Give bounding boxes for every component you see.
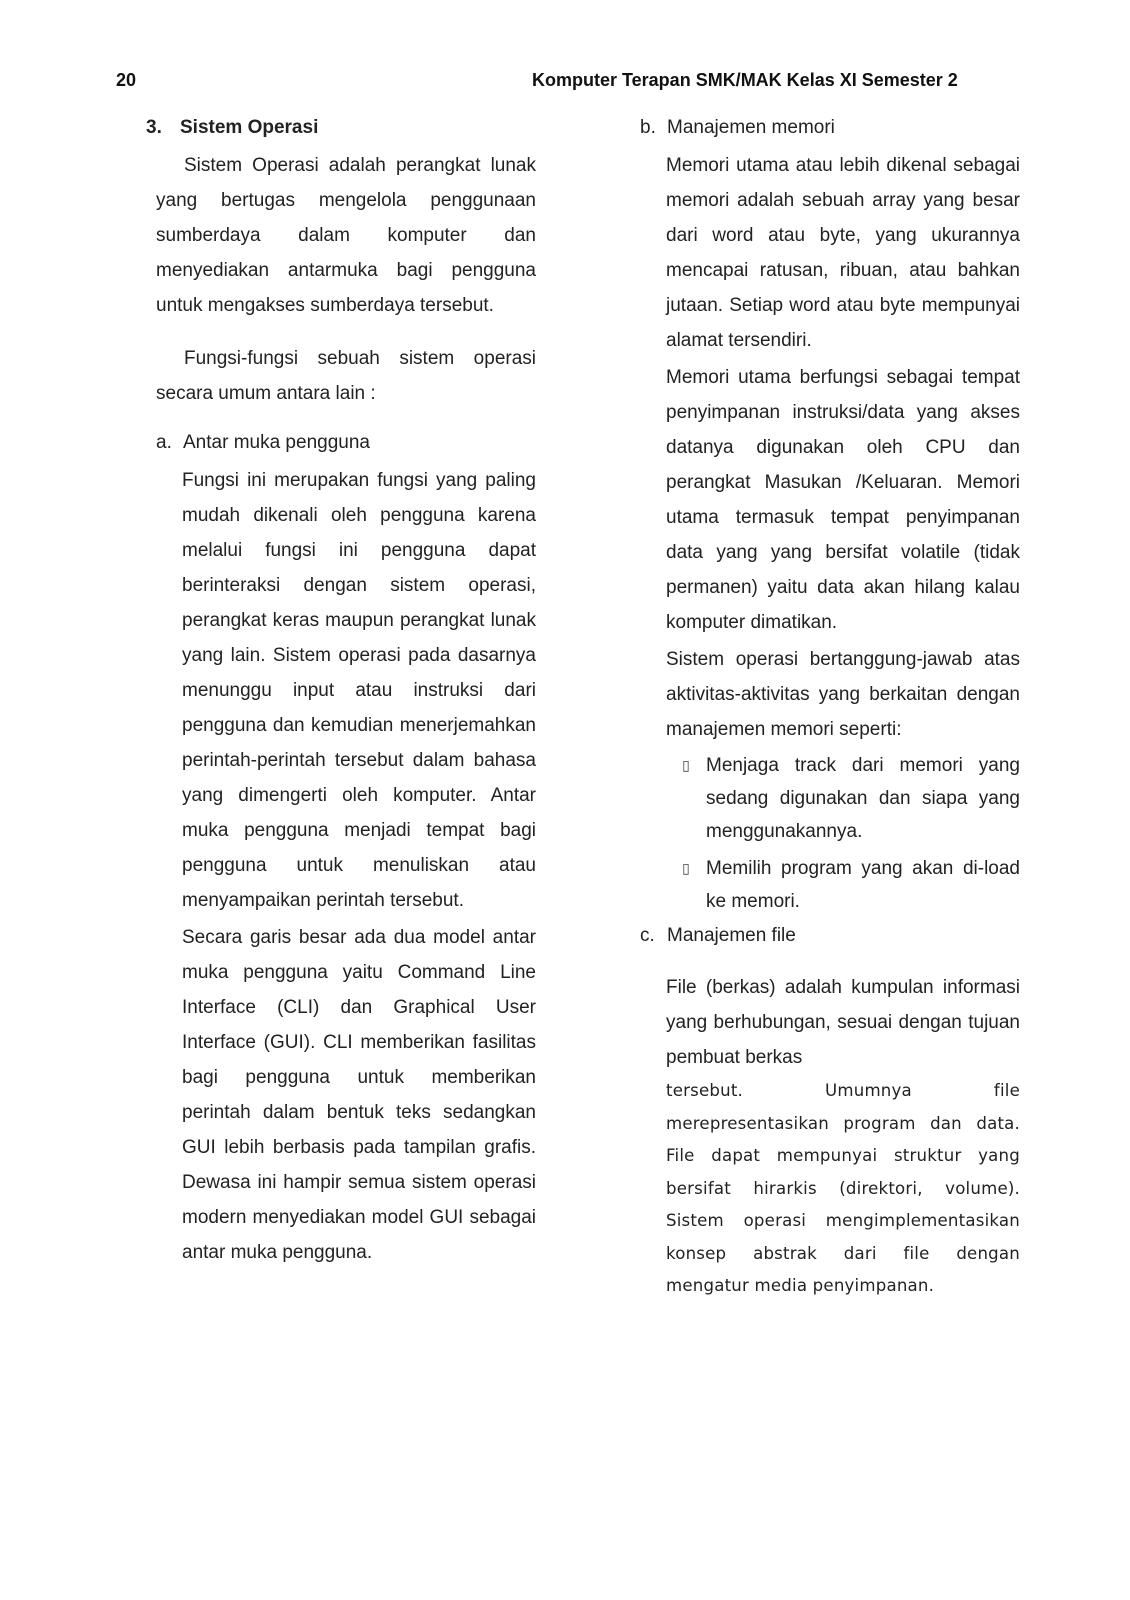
bullet-box-icon: ▯ xyxy=(682,860,690,876)
list-item xyxy=(666,852,1020,918)
subsection-a-paragraph-2: Secara garis besar ada dua model antar muka pengguna yaitu Command Line Interface (CLI) dan Graphical User Interface (GUI). CLI memberikan fasilitas bagi pengguna untuk memberikan perintah dalam bentuk teks sedangkan GUI lebih berbasis pada tampilan grafis. Dewasa ini hampir semua sistem operasi modern menyediakan model GUI sebagai antar muka pengguna. xyxy=(182,927,536,1263)
section-number: 3. xyxy=(146,117,162,138)
subsection-a-letter: a. xyxy=(156,432,172,453)
subsection-b-heading xyxy=(640,114,1020,142)
subsection-b-title: Manajemen memori xyxy=(667,117,835,138)
subsection-a-heading xyxy=(146,429,536,457)
subsection-c-heading xyxy=(640,922,1020,950)
subsection-b-paragraph-1: Memori utama atau lebih dikenal sebagai memori adalah sebuah array yang besar dari word atau byte, yang ukurannya mencapai ratusan, ribuan, atau bahkan jutaan. Setiap word atau byte mempunyai alamat tersendiri. xyxy=(666,155,1020,351)
memory-tasks-list xyxy=(640,749,1020,918)
subsection-a-title: Antar muka pengguna xyxy=(183,432,370,453)
list-item xyxy=(666,749,1020,848)
intro-paragraph: Sistem Operasi adalah perangkat lunak yang bertugas mengelola penggunaan sumberdaya dalam komputer dan menyediakan antarmuka bagi pengguna untuk mengakses sumberdaya tersebut. xyxy=(156,155,536,316)
subsection-b-letter: b. xyxy=(640,117,656,138)
running-title: Komputer Terapan SMK/MAK Kelas XI Semester 2 xyxy=(532,70,958,90)
list-item-text: Memilih program yang akan di-load ke memori. xyxy=(706,858,1020,912)
subsection-b-paragraph-2: Memori utama berfungsi sebagai tempat penyimpanan instruksi/data yang akses datanya digunakan oleh CPU dan perangkat Masukan /Keluaran. Memori utama termasuk tempat penyimpanan data yang yang bersifat volatile (tidak permanen) yaitu data akan hilang kalau komputer dimatikan. xyxy=(666,367,1020,633)
page-number: 20 xyxy=(116,70,137,90)
subsection-c-paragraph-1: File (berkas) adalah kumpulan informasi yang berhubungan, sesuai dengan tujuan pembuat berkas xyxy=(666,977,1020,1068)
subsection-c-letter: c. xyxy=(640,925,655,946)
subsection-b-paragraph-3: Sistem operasi bertanggung-jawab atas aktivitas-aktivitas yang berkaitan dengan manajemen memori seperti: xyxy=(666,649,1020,740)
subsection-a-paragraph-1: Fungsi ini merupakan fungsi yang paling mudah dikenali oleh pengguna karena melalui fungsi ini pengguna dapat berinteraksi dengan sistem operasi, perangkat keras maupun perangkat lunak yang lain. Sistem operasi pada dasarnya menunggu input atau instruksi dari pengguna dan kemudian menerjemahkan perintah-perintah tersebut dalam bahasa yang dimengerti oleh komputer. Antar muka pengguna menjadi tempat bagi pengguna untuk menuliskan atau menyampaikan perintah tersebut. xyxy=(182,470,536,911)
left-column xyxy=(146,114,536,1270)
section-title: Sistem Operasi xyxy=(180,117,319,138)
section-heading xyxy=(146,114,536,142)
right-column xyxy=(640,114,1020,1303)
list-item-text: Menjaga track dari memori yang sedang digunakan dan siapa yang menggunakannya. xyxy=(706,755,1020,842)
subsection-c-title: Manajemen file xyxy=(667,925,796,946)
bullet-box-icon: ▯ xyxy=(682,757,690,773)
subsection-c-paragraph-2: tersebut. Umumnya file merepresentasikan program dan data. File dapat mempunyai struktur yang bersifat hirarkis (direktori, volume). Sistem operasi mengimplementasikan konsep abstrak dari file dengan mengatur media penyimpanan. xyxy=(666,1081,1020,1295)
functions-intro-paragraph: Fungsi-fungsi sebuah sistem operasi secara umum antara lain : xyxy=(156,348,536,404)
